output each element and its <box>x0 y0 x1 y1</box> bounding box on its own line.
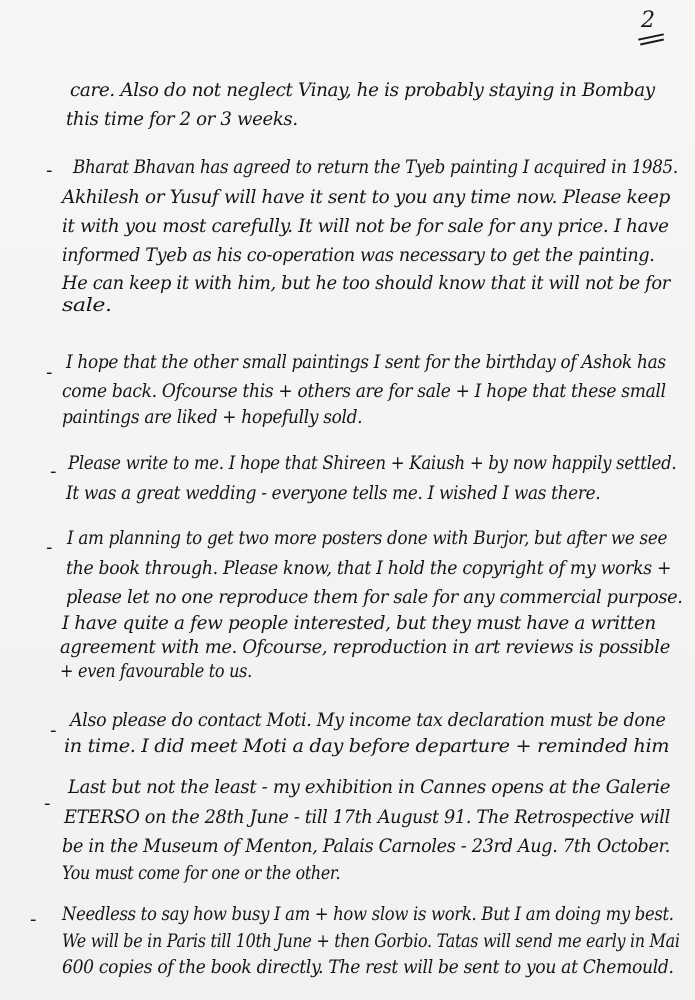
text-line: He can keep it with him, but he too should know that it will not be for <box>62 272 670 294</box>
text-line: it with you most carefully. It will not be for sale for any price. I have <box>62 215 669 237</box>
text-line: be in the Museum of Menton, Palais Carnoles - 23rd Aug. 7th October. <box>62 835 671 857</box>
text-line: Needless to say how busy I am + how slow is work. But I am doing my best. <box>62 903 674 925</box>
text-line: sale. <box>62 294 112 316</box>
bullet-dash: - <box>46 362 53 383</box>
text-line: It was a great wedding - everyone tells me. I wished I was there. <box>66 482 601 504</box>
text-line: Please write to me. I hope that Shireen + Kaiush + by now happily settled. <box>68 452 677 474</box>
text-line: You must come for one or the other. <box>62 862 341 884</box>
text-line: I hope that the other small paintings I sent for the birthday of Ashok has <box>66 351 666 373</box>
bullet-dash: - <box>50 720 57 741</box>
text-line: Akhilesh or Yusuf will have it sent to you any time now. Please keep <box>62 186 670 208</box>
text-line: paintings are liked + hopefully sold. <box>62 406 363 428</box>
text-line: We will be in Paris till 10th June + then Gorbio. Tatas will send me early in Mai <box>62 930 680 952</box>
text-line: + even favourable to us. <box>60 660 252 682</box>
text-line: agreement with me. Ofcourse, reproduction in art reviews is possible <box>60 636 670 658</box>
text-line: the book through. Please know, that I hold the copyright of my works + <box>66 557 672 579</box>
text-line: care. Also do not neglect Vinay, he is probably staying in Bombay <box>70 79 655 101</box>
bullet-dash: - <box>46 160 53 181</box>
page-number: 2 <box>641 8 655 33</box>
text-line: come back. Ofcourse this + others are for sale + I hope that these small <box>62 380 666 402</box>
bullet-dash: - <box>30 909 37 930</box>
text-line: this time for 2 or 3 weeks. <box>66 108 298 130</box>
bullet-dash: - <box>50 461 57 482</box>
text-line: ETERSO on the 28th June - till 17th August 91. The Retrospective will <box>64 806 670 828</box>
bullet-dash: - <box>44 793 51 814</box>
bullet-dash: - <box>46 537 53 558</box>
text-line: please let no one reproduce them for sale for any commercial purpose. <box>66 586 683 608</box>
text-line: Bharat Bhavan has agreed to return the Tyeb painting I acquired in 1985. <box>73 156 678 178</box>
text-line: informed Tyeb as his co-operation was necessary to get the painting. <box>62 244 655 266</box>
text-line: I am planning to get two more posters done with Burjor, but after we see <box>67 527 668 549</box>
text-line: 600 copies of the book directly. The rest will be sent to you at Chemould. <box>62 956 674 978</box>
text-line: I have quite a few people interested, but they must have a written <box>62 612 656 634</box>
text-line: Last but not the least - my exhibition in Cannes opens at the Galerie <box>68 776 671 798</box>
text-line: in time. I did meet Moti a day before departure + reminded him <box>64 735 670 757</box>
text-line: Also please do contact Moti. My income tax declaration must be done <box>70 709 666 731</box>
